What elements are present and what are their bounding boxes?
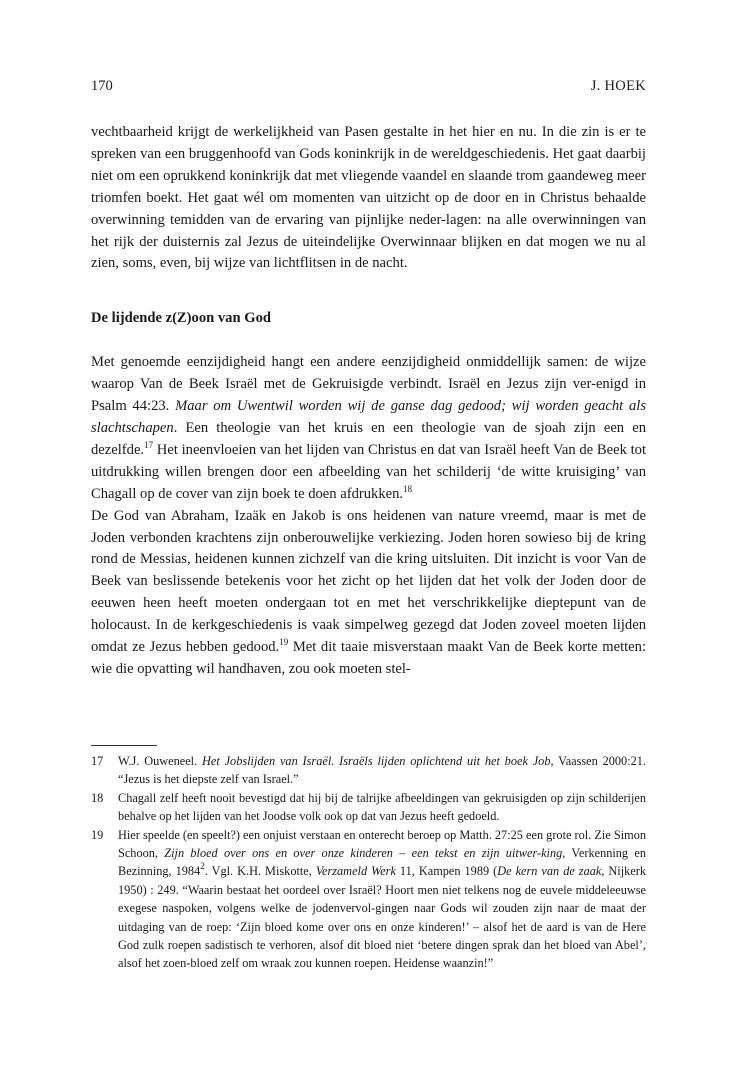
paragraph-2-text-a: Met genoemde eenzijdigheid hangt een andere eenzijdigheid onmiddellijk samen: de wijze waarop Van de Beek Israël met de Gekruisigde verbindt. Israël en Jezus zijn ver-enigd in Psalm 44:23. [91,354,646,415]
footnote-number: 18 [91,790,104,805]
footnote-ref-17: 17 [144,439,154,450]
footnote-19-part-d: 11, Kampen 1989 ( [395,864,498,879]
section-heading: De lijdende z(Z)oon van God [91,310,271,327]
footnote-19-part-c: . Vgl. K.H. Miskotte, [204,864,316,879]
footnote-ref-19: 19 [279,637,289,648]
paragraph-3-text-b: Met dit taaie misverstaan maakt Van de Beek korte metten: wie die opvatting wil handhaven, zou ook moeten stel- [91,639,647,677]
footnote-17 [91,752,646,789]
page-number: 170 [91,78,113,94]
footnote-ref-18: 18 [403,483,413,494]
footnote-text [118,826,646,973]
footnote-19-title-kern: De kern van de zaak, [497,864,605,879]
footnote-17-rest: Vaassen 2000:21. “Jezus is het diepste zelf van Israel.” [118,754,646,787]
footnote-19-part-b: Verkenning en Bezinning, 1984 [118,846,646,879]
paragraph-2 [91,352,646,505]
footnote-19-title-werk: Verzameld Werk [315,864,396,879]
footnote-number: 17 [91,754,104,768]
footnote-18 [91,789,646,826]
footnote-19-part-e: Nijkerk 1950) : 249. “Waarin bestaat het oordeel over Israël? Hoort men niet telkens nog de euvele middeleeuwse exegese naspoken, volgens welke de jodenvervol-gingen naar Gods wil zouden zijn naar de maat der uitdaging van de roep: ‘Zijn bloed kome over ons en onze kinderen!’ – alsof het de aard is van de Here God zulk roepen sadistisch te verhoren, alsof dit bloed niet ‘betere dingen sprak dan het bloed van Abel’, alsof het zoen-bloed zelf om wraak zou kunnen roepen. Heidense waanzin!” [118,864,646,971]
footnote-19 [91,826,646,973]
footnote-19-part-a: Hier speelde (en speelt?) een onjuist verstaan en onterecht beroep op Matth. 27:25 een grote rol. Zie Simon Schoon, [118,827,646,861]
paragraph-1: vechtbaarheid krijgt de werkelijkheid van Pasen gestalte in het hier en nu. In die zin is er te spreken van een bruggenhoofd van Gods koninkrijk in de wereldgeschiedenis. Het gaat daarbij niet om een oprukkend koninkrijk dat met vliegende vaandel en slaande trom gaandeweg meer triomfen boekt. Het gaat wél om momenten van uitzicht op de door en in Christus behaalde overwinning temidden van de ervaring van pijnlijke neder-lagen: na alle overwinningen van het rijk der duisternis zal Jezus de uiteindelijke Overwinnaar blijken en dat mogen we nu al zien, soms, even, bij wijze van lichtflitsen in de nacht. [91,124,646,272]
footnotes [91,752,646,973]
running-header [91,78,646,98]
edition-superscript: 2 [200,861,205,872]
footnote-19-title-schoon: Zijn bloed over ons en over onze kinderen – een tekst en zijn uitwer-king, [164,846,566,861]
running-author: J. HOEK [590,78,646,94]
footnote-17-author: W.J. Ouweneel. [118,754,202,768]
footnote-17-title: Het Jobslijden van Israël. Israëls lijden oplichtend uit het boek Job, [202,754,554,768]
psalm-quote: Maar om Uwentwil worden wij de ganse dag gedood; wij worden geacht als slachtschapen [91,398,647,436]
paragraph-2-text-b: . Een theologie van het kruis en een theologie van de sjoah zijn een en dezelfde. [91,419,646,458]
paragraph-3-text-a: De God van Abraham, Izaäk en Jakob is ons heidenen van nature vreemd, maar is met de Joden verbonden krachtens zijn onberouwelijke verkiezing. Joden horen sowieso bij de kring rond de Messias, heidenen kunnen zichzelf van die kring uitsluiten. Dit inzicht is voor Van de Beek van beslissende betekenis voor het zicht op het lijden dat het volk der Joden door de eeuwen heen heeft moeten ondergaan tot en met het verschrikkelijke dieptepunt van de holocaust. In de kerkgeschiedenis is vaak simpelweg gezegd dat Joden zoveel moeten lijden omdat ze Jezus hebben gedood. [91,507,646,656]
footnote-text [118,752,646,789]
paragraph-3 [91,506,646,681]
footnote-number: 19 [91,827,104,842]
footnote-text: Chagall zelf heeft nooit bevestigd dat hij bij de talrijke afbeeldingen van gekruisigden op zijn schilderijen behalve op het lijden van het Joodse volk ook op dat van Jezus heeft gedoeld. [118,790,646,824]
footnote-divider [91,745,157,746]
paragraph-2-text-c: Het ineenvloeien van het lijden van Christus en dat van Israël heeft Van de Beek tot uitdrukking willen brengen door een afbeelding van het schilderij ‘de witte kruisiging’ van Chagall op de cover van zijn boek te doen afdrukken. [91,441,646,502]
main-text [91,122,646,681]
